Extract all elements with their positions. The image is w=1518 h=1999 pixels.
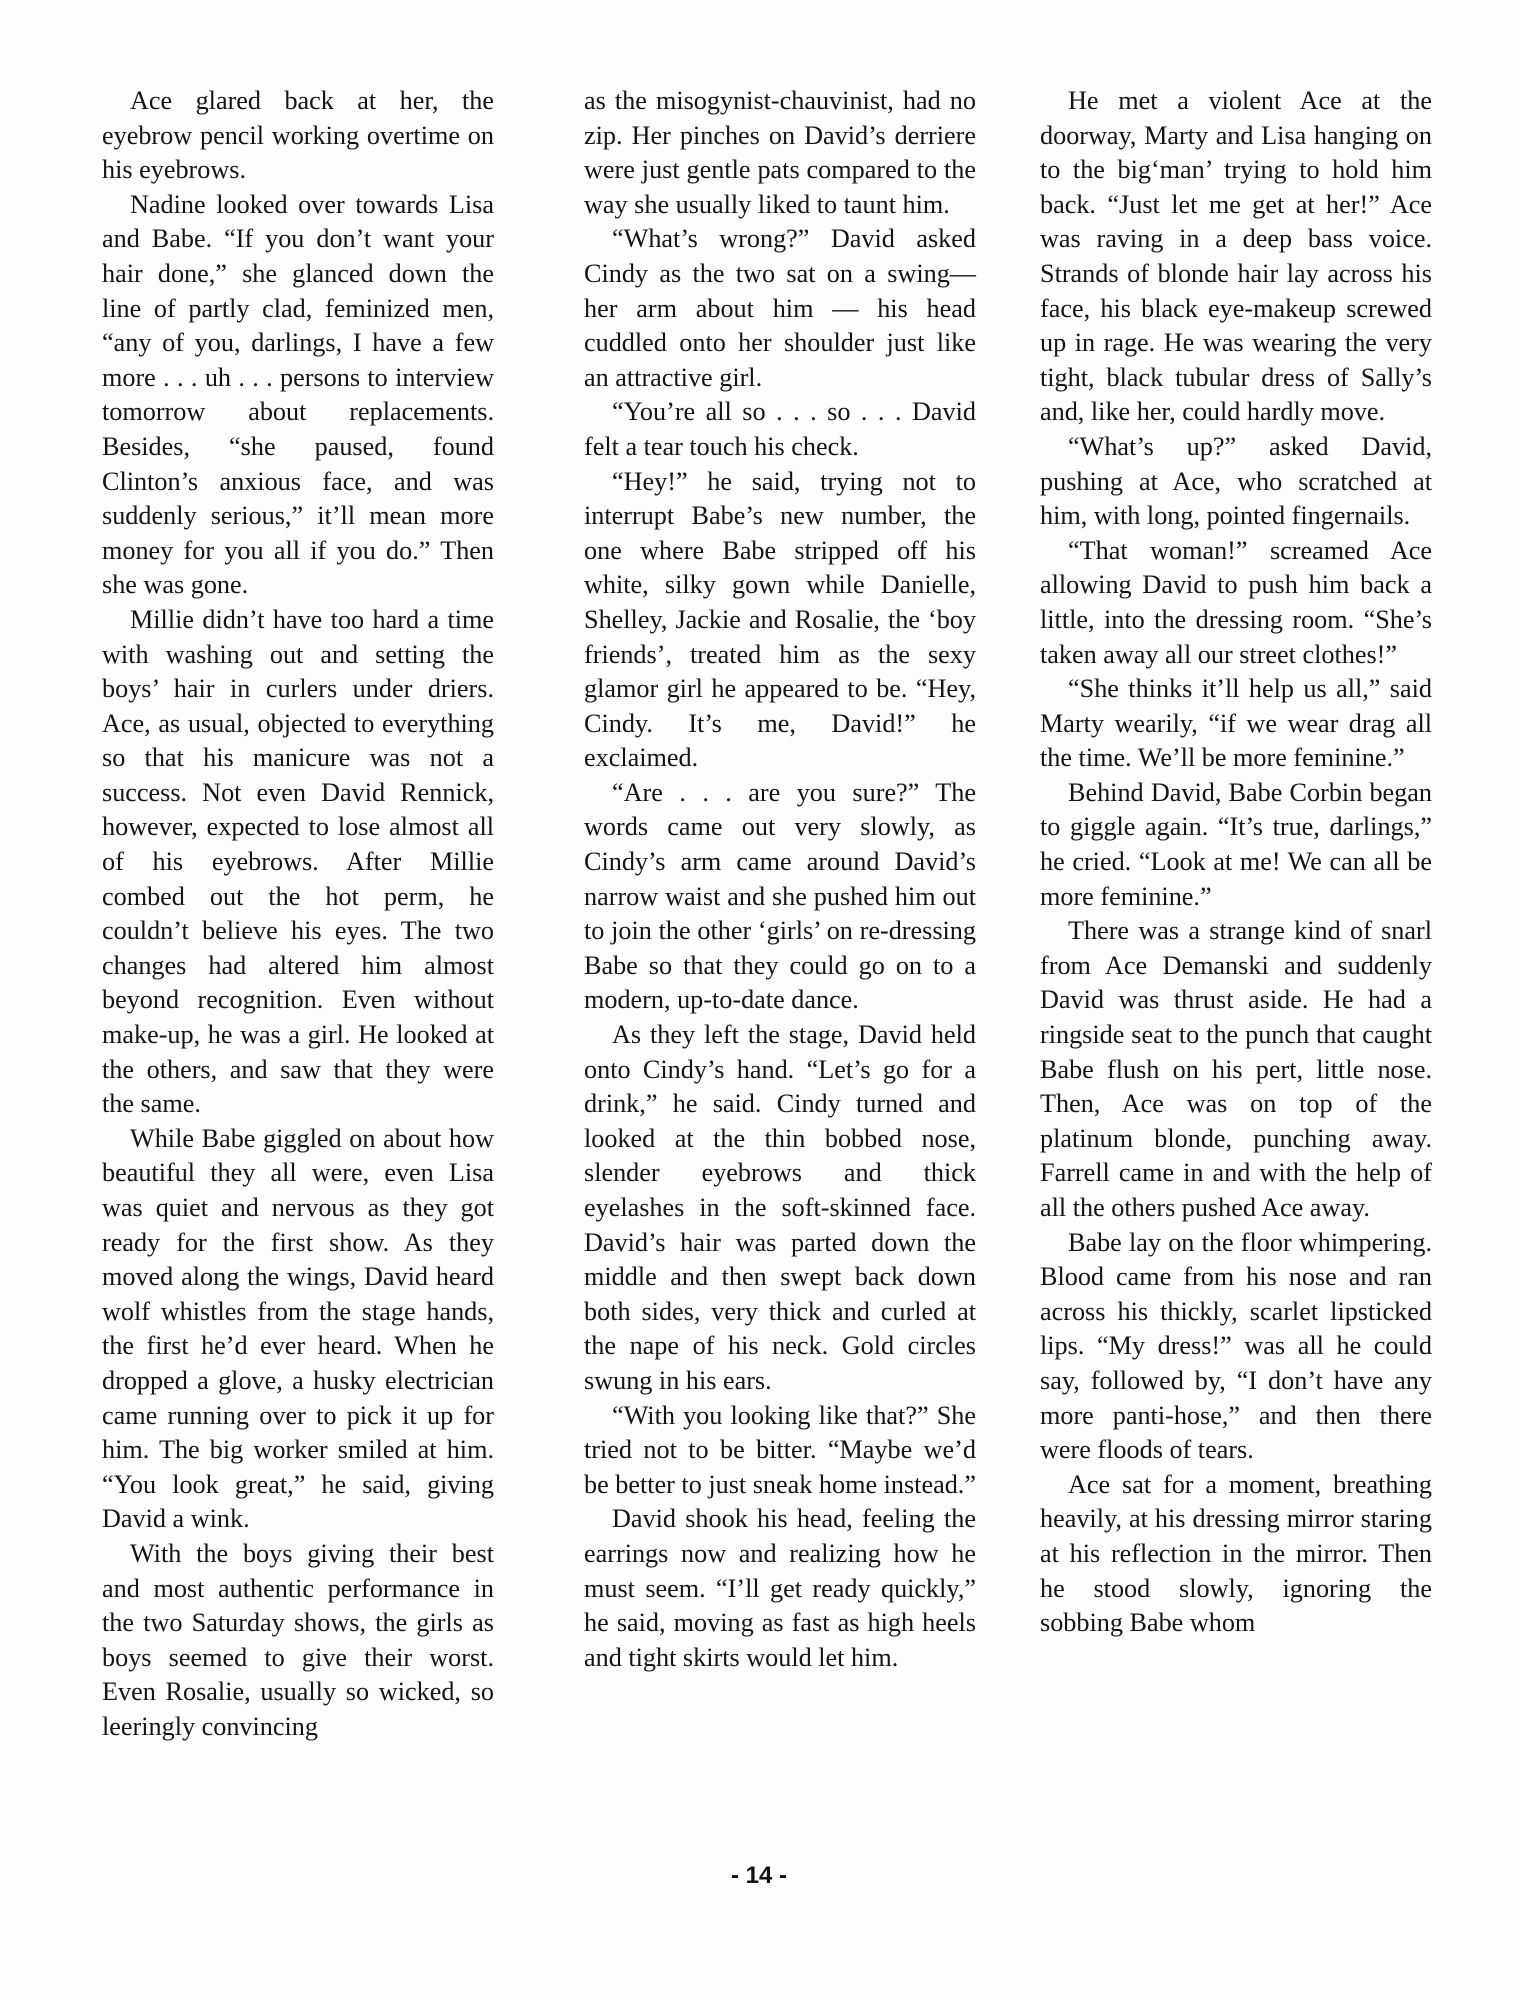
- text-column-2: [584, 84, 976, 1675]
- paragraph: “That woman!” screamed Ace allowing David to push him back a little, into the dressing room. “She’s taken away all our street clothes!”: [1040, 535, 1432, 669]
- text-column-1: [102, 84, 494, 1745]
- page-number: - 14 -: [730, 1862, 787, 1889]
- paragraph: David shook his head, feeling the earrings now and realizing how he must seem. “I’ll get ready quickly,” he said, moving as fast as high heels and tight skirts would let him.: [584, 1504, 976, 1672]
- paragraph: “You’re all so . . . so . . . David felt a tear touch his check.: [584, 397, 976, 461]
- paragraph: Ace sat for a moment, breathing heavily, at his dressing mirror staring at his reflection in the mirror. Then he stood slowly, ignoring the sobbing Babe whom: [1040, 1469, 1432, 1638]
- paragraph: Babe lay on the floor whimpering. Blood came from his nose and ran across his thickly, scarlet lipsticked lips. “My dress!” was all he could say, followed by, “I don’t have any more panti-hose,” and then there were floods of tears.: [1040, 1227, 1432, 1465]
- text-column-3: [1040, 84, 1432, 1641]
- paragraph: Millie didn’t have too hard a time with washing out and setting the boys’ hair in curlers under driers. Ace, as usual, objected to everything so that his manicure was not a success. Not even David Rennick, however, expected to lose almost all of his eyebrows. After Millie combed out the hot perm, he couldn’t believe his eyes. The two changes had altered him almost beyond recognition. Even without make-up, he was a girl. He looked at the others, and saw that they were the same.: [102, 604, 494, 1119]
- paragraph: While Babe giggled on about how beautiful they all were, even Lisa was quiet and nervous as they got ready for the first show. As they moved along the wings, David heard wolf whistles from the stage hands, the first he’d ever heard. When he dropped a glove, a husky electrician came running over to pick it up for him. The big worker smiled at him. “You look great,” he said, giving David a wink.: [102, 1123, 494, 1534]
- paragraph: “She thinks it’ll help us all,” said Marty wearily, “if we wear drag all the time. We’ll be more feminine.”: [1040, 674, 1432, 773]
- paragraph: Ace glared back at her, the eyebrow pencil working overtime on his eyebrows.: [102, 86, 494, 185]
- paragraph: With the boys giving their best and most authentic performance in the two Saturday shows, the girls as boys seemed to give their worst. Even Rosalie, usually so wicked, so leeringly convincing: [102, 1538, 494, 1741]
- paragraph: “What’s up?” asked David, pushing at Ace, who scratched at him, with long, pointed fingernails.: [1040, 431, 1432, 531]
- paragraph: “Are . . . are you sure?” The words came out very slowly, as Cindy’s arm came around David’s narrow waist and she pushed him out to join the other ‘girls’ on re-dressing Babe so that they could go on to a modern, up-to-date dance.: [584, 777, 976, 1015]
- paragraph: Nadine looked over towards Lisa and Babe. “If you don’t want your hair done,” she glanced down the line of partly clad, feminized men, “any of you, darlings, I have a few more . . . uh . . . persons to interview tomorrow about replacements. Besides, “she paused, found Clinton’s anxious face, and was suddenly serious,” it’ll mean more money for you all if you do.” Then she was gone.: [102, 189, 494, 600]
- paragraph: “Hey!” he said, trying not to interrupt Babe’s new number, the one where Babe stripped off his white, silky gown while Danielle, Shelley, Jackie and Rosalie, the ‘boy friends’, treated him as the sexy glamor girl he appeared to be. “Hey, Cindy. It’s me, David!” he exclaimed.: [584, 466, 976, 773]
- paragraph: “With you looking like that?” She tried not to be bitter. “Maybe we’d be better to just sneak home instead.”: [584, 1400, 976, 1499]
- paragraph: As they left the stage, David held onto Cindy’s hand. “Let’s go for a drink,” he said. Cindy turned and looked at the thin bobbed nose, slender eyebrows and thick eyelashes in the soft-skinned face. David’s hair was parted down the middle and then swept back down both sides, very thick and curled at the nape of his neck. Gold circles swung in his ears.: [584, 1020, 976, 1395]
- paragraph: He met a violent Ace at the doorway, Marty and Lisa hanging on to the big‘man’ trying to hold him back. “Just let me get at her!” Ace was raving in a deep bass voice. Strands of blonde hair lay across his face, his black eye-makeup screwed up in rage. He was wearing the very tight, black tubular dress of Sally’s and, like her, could hardly move.: [1040, 86, 1432, 427]
- paragraph-continued: as the misogynist-chauvinist, had no zip. Her pinches on David’s derriere were just gentle pats compared to the way she usually liked to taunt him.: [584, 86, 976, 219]
- paragraph: “What’s wrong?” David asked Cindy as the two sat on a swing— her arm about him — his head cuddled onto her shoulder just like an attractive girl.: [584, 224, 976, 392]
- paragraph: There was a strange kind of snarl from Ace Demanski and suddenly David was thrust aside. He had a ringside seat to the punch that caught Babe flush on his pert, little nose. Then, Ace was on top of the platinum blonde, punching away. Farrell came in and with the help of all the others pushed Ace away.: [1040, 916, 1432, 1222]
- paragraph: Behind David, Babe Corbin began to giggle again. “It’s true, darlings,” he cried. “Look at me! We can all be more feminine.”: [1040, 777, 1432, 911]
